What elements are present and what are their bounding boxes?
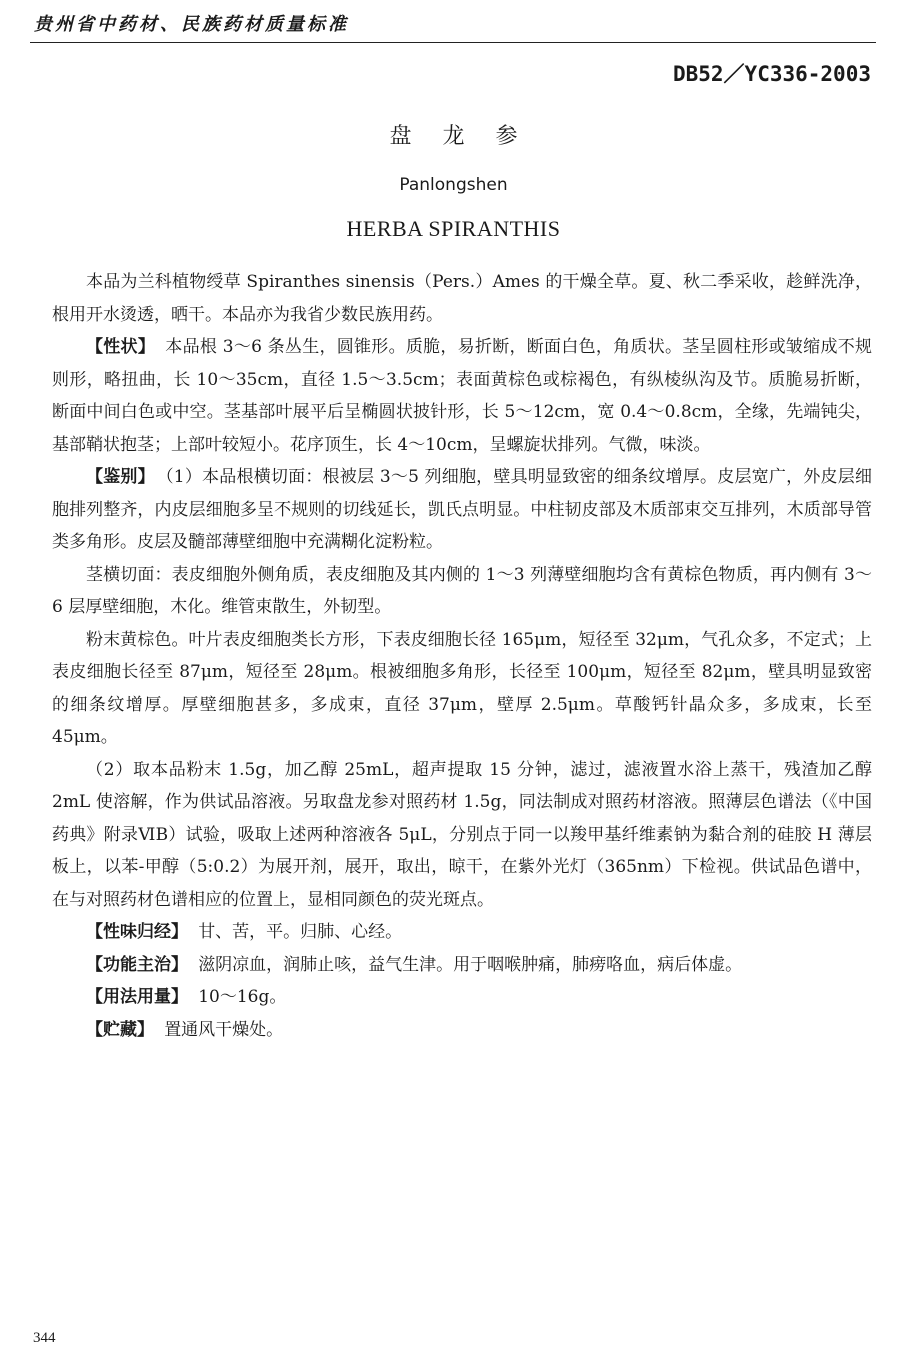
functions-label: 【功能主治】 bbox=[86, 954, 188, 975]
standard-code: DB52／YC336-2003 bbox=[672, 62, 871, 86]
storage-paragraph bbox=[52, 1014, 872, 1047]
identification-paragraph bbox=[52, 461, 872, 559]
monograph-latin-name: HERBA SPIRANTHIS bbox=[346, 216, 561, 241]
description-label: 【性状】 bbox=[86, 337, 156, 357]
description-text: 本品根 3～6 条丛生，圆锥形。质脆，易折断，断面白色，角质状。茎呈圆柱形或皱缩成不规则形，略扭曲，长 10～35cm，直径 1.5～3.5cm；表面黄棕色或棕褐色，有纵棱纵沟及节。质脆易折断，断面中间白色或中空。茎基部叶展平后呈椭圆状披针形，长 5～12cm，宽 0.4～0.8cm，全缘，先端钝尖，基部鞘状抱茎；上部叶较短小。花序顶生，长 4～10cm，呈螺旋状排列。气微，味淡。 bbox=[52, 337, 872, 455]
monograph-title: 盘 龙 参 bbox=[389, 124, 518, 149]
running-title: 贵州省中药材、民族药材质量标准 bbox=[34, 14, 349, 35]
dosage-text: 10～16g。 bbox=[198, 987, 287, 1007]
root-section-text: （1）本品根横切面：根被层 3～5 列细胞，壁具明显致密的细条纹增厚。皮层宽广，外皮层细胞排列整齐，内皮层细胞多呈不规则的切线延长，凯氏点明显。中柱韧皮部及木质部束交互排列，木质部导管类多角形。皮层及髓部薄壁细胞中充满糊化淀粉粒。 bbox=[52, 467, 872, 552]
storage-label: 【贮藏】 bbox=[86, 1019, 154, 1040]
nature-meridian-label: 【性味归经】 bbox=[86, 922, 188, 942]
storage-text: 置通风干燥处。 bbox=[164, 1019, 284, 1040]
tlc-paragraph: （2）取本品粉末 1.5g，加乙醇 25mL，超声提取 15 分钟，滤过，滤液置水浴上蒸干，残渣加乙醇 2mL 使溶解，作为供试品溶液。另取盘龙参对照药材 1.5g，同法制成对照药材溶液。照薄层色谱法（《中国药典》附录ⅥB）试验，吸取上述两种溶液各 5μL，分别点于同一以羧甲基纤维素钠为黏合剂的硅胶 H 薄层板上，以苯-甲醇（5:0.2）为展开剂，展开，取出，晾干，在紫外光灯（365nm）下检视。供试品色谱中，在与对照药材色谱相应的位置上，显相同颜色的荧光斑点。 bbox=[52, 759, 872, 910]
monograph-pinyin: Panlongshen bbox=[399, 175, 508, 195]
functions-paragraph bbox=[52, 949, 872, 982]
header-rule bbox=[30, 42, 876, 43]
dosage-label: 【用法用量】 bbox=[86, 987, 188, 1007]
nature-meridian-text: 甘、苦，平。归肺、心经。 bbox=[198, 922, 403, 942]
monograph-body bbox=[52, 266, 872, 1046]
dosage-paragraph bbox=[52, 981, 872, 1014]
functions-text: 滋阴凉血，润肺止咳，益气生津。用于咽喉肿痛，肺痨咯血，病后体虚。 bbox=[198, 954, 743, 975]
powder-paragraph: 粉末黄棕色。叶片表皮细胞类长方形，下表皮细胞长径 165μm，短径至 32μm，气孔众多，不定式；上表皮细胞长径至 87μm，短径至 28μm。根被细胞多角形，长径至 100μm，短径至 82μm，壁具明显致密的细条纹增厚。厚壁细胞甚多，多成束，直径 37μm，壁厚 2.5μm。草酸钙针晶众多，多成束，长至 45μm。 bbox=[52, 629, 872, 747]
nature-meridian-paragraph bbox=[52, 916, 872, 949]
stem-section-paragraph: 茎横切面：表皮细胞外侧角质，表皮细胞及其内侧的 1～3 列薄壁细胞均含有黄棕色物质，再内侧有 3～6 层厚壁细胞，木化。维管束散生，外韧型。 bbox=[52, 564, 872, 617]
intro-paragraph: 本品为兰科植物绶草 Spiranthes sinensis（Pers.）Ames 的干燥全草。夏、秋二季采收，趁鲜洗净，根用开水烫透，晒干。本品亦为我省少数民族用药。 bbox=[52, 272, 872, 325]
identification-label: 【鉴别】 bbox=[86, 467, 155, 487]
description-paragraph bbox=[52, 331, 872, 461]
page-number: 344 bbox=[33, 1330, 56, 1346]
